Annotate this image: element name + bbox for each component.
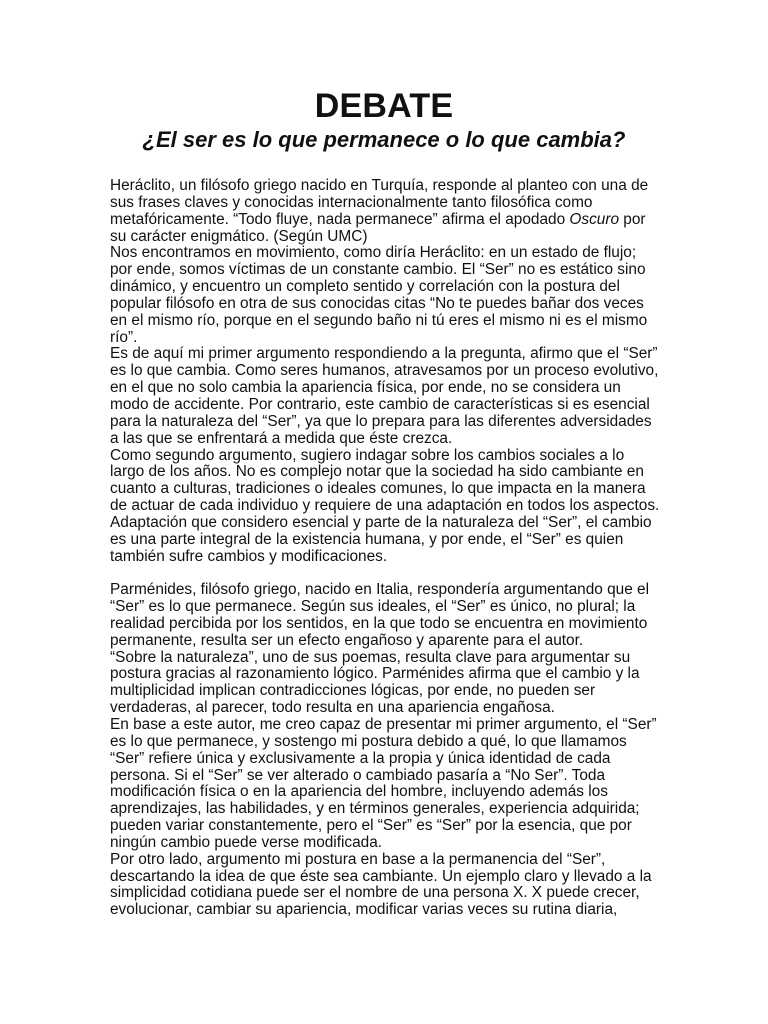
paragraph: Como segundo argumento, sugiero indagar sobre los cambios sociales a lo largo de los años. No es complejo notar que la sociedad ha sido cambiante en cuanto a culturas, tradiciones o ideales comunes, lo que impacta en la manera de actuar de cada individuo y requiere de una adaptación en todos los aspectos. Adaptación que considero esencial y parte de la naturaleza del “Ser”, el cambio es una parte integral de la existencia humana, y por ende, el “Ser” es quien también sufre cambios y modificaciones. [110,446,660,565]
paragraph: Nos encontramos en movimiento, como diría Heráclito: en un estado de flujo; por ende, somos víctimas de un constante cambio. El “Ser” no es estático sino dinámico, y encuentro un completo sentido y correlación con la postura del popular filósofo en otra de sus conocidas citas “No te puedes bañar dos veces en el mismo río, porque en el segundo baño ni tú eres el mismo ni es el mismo río”. [110,244,648,346]
paragraph: Es de aquí mi primer argumento respondiendo a la pregunta, afirmo que el “Ser” es lo que cambia. Como seres humanos, atravesamos por un proceso evolutivo, en el que no solo cambia la apariencia física, por ende, no se considera un modo de accidente. Por contrario, este cambio de características si es esencial para la naturaleza del “Ser”, ya que lo prepara para las diferentes adversidades a las que se enfrentará a medida que éste crezca. [110,345,659,447]
paragraph: Parménides, filósofo griego, nacido en Italia, respondería argumentando que el “Ser” es lo que permanece. Según sus ideales, el “Ser” es único, no plural; la realidad percibida por los sentidos, en la que todo se encuentra en movimiento permanente, resulta ser un efecto engañoso y aparente para el autor. [110,581,650,649]
paragraph: Por otro lado, argumento mi postura en base a la permanencia del “Ser”, descartando la idea de que éste sea cambiante. Un ejemplo claro y llevado a la simplicidad cotidiana puede ser el nombre de una persona X. X puede crecer, evolucionar, cambiar su apariencia, modificar varias veces su rutina diaria, [110,850,652,919]
paragraph: En base a este autor, me creo capaz de presentar mi primer argumento, el “Ser” es lo que permanece, y sostengo mi postura debido a qué, lo que llamamos “Ser” refiere única y exclusivamente a la propia y única identidad de cada persona. Si el “Ser” se ver alterado o cambiado pasaría a “No Ser”. Toda modificación física o en la apariencia del hombre, incluyendo además los aprendizajes, las habilidades, y en términos generales, experiencia adquirida; pueden variar constantemente, pero el “Ser” es “Ser” por la esencia, que por ningún cambio puede verse modificada. [110,716,657,851]
document-body [110,178,662,919]
paragraph: Heráclito, un filósofo griego nacido en Turquía, responde al planteo con una de sus frases claves y conocidas internacionalmente tanto filosófica como metafóricamente. “Todo fluye, nada permanece” afirma el apodado Oscuro por su carácter enigmático. (Según UMC) [110,177,649,245]
document-title: DEBATE [314,87,454,125]
emphasis-text: Oscuro [569,210,620,228]
document-subtitle: ¿El ser es lo que permanece o lo que cambia? [142,127,626,152]
paragraph-spacer [110,565,662,582]
paragraph: “Sobre la naturaleza”, uno de sus poemas, resulta clave para argumentar su postura gracias al razonamiento lógico. Parménides afirma que el cambio y la multiplicidad implican contradicciones lógicas, por ende, no pueden ser verdaderas, al parecer, todo resulta en una apariencia engañosa. [110,648,640,717]
